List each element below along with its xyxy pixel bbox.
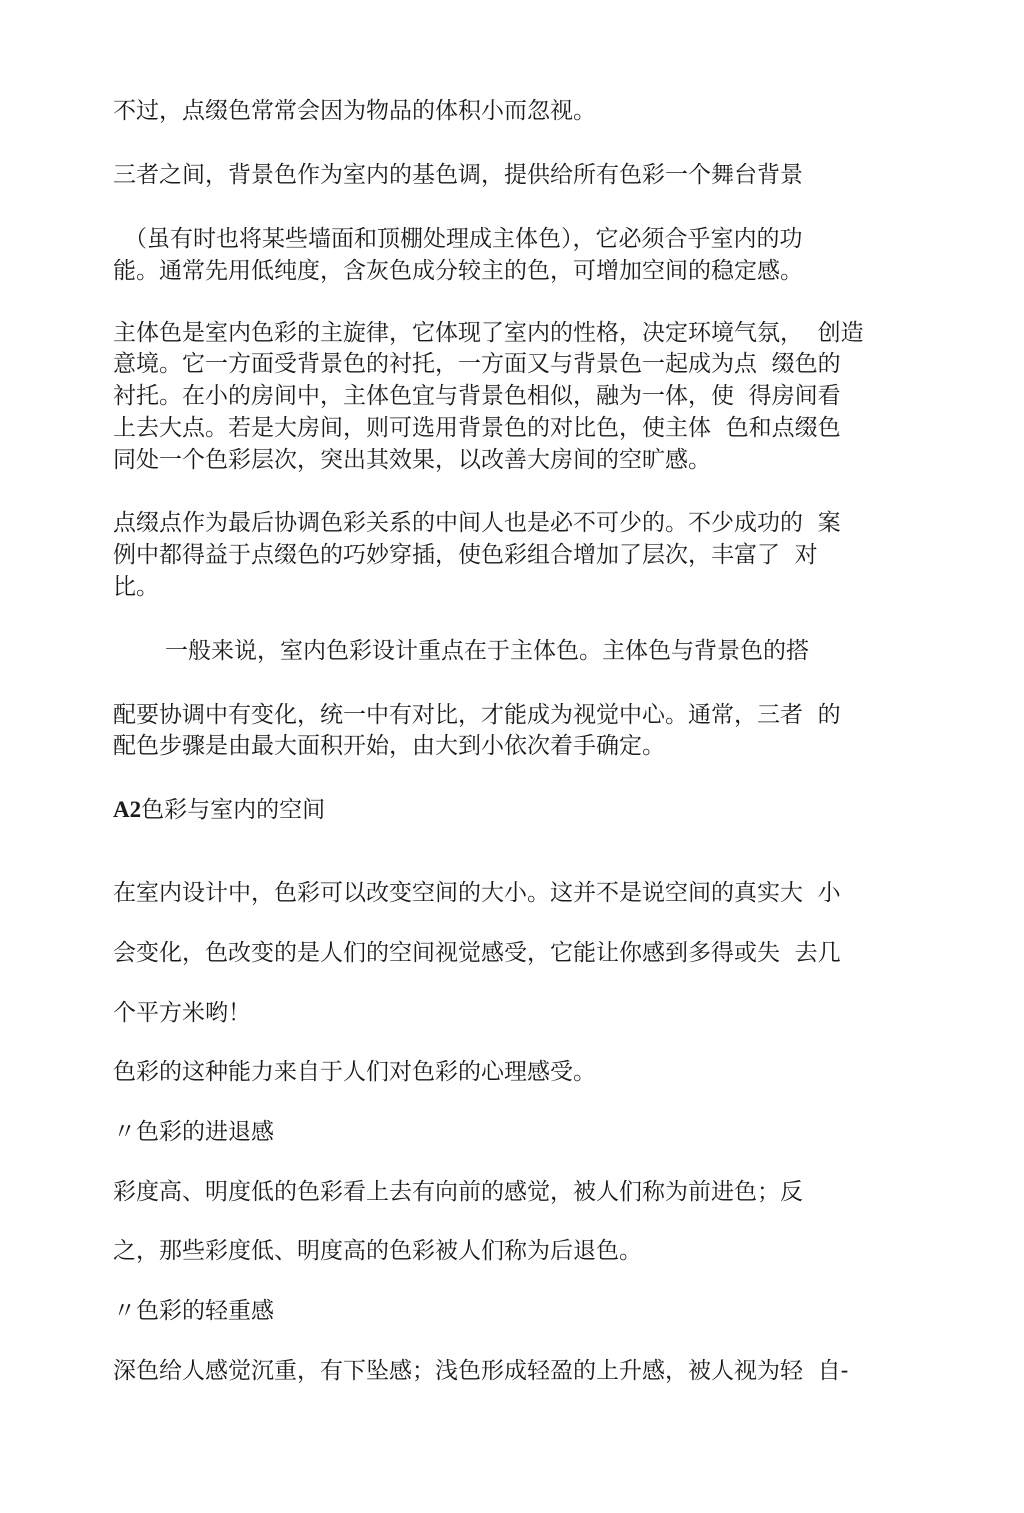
paragraph-line: 彩度高、明度低的色彩看上去有向前的感觉，被人们称为前进色；反	[113, 1179, 803, 1205]
subheading: 〃色彩的进退感	[113, 1119, 274, 1145]
paragraph-line: 上去大点。若是大房间，则可选用背景色的对比色，使主体 色和点缀色	[113, 415, 841, 441]
paragraph-line: 配色步骤是由最大面积开始，由大到小依次着手确定。	[113, 733, 665, 759]
paragraph-line: 能。通常先用低纯度，含灰色成分较主的色，可增加空间的稳定感。	[113, 258, 803, 284]
section-title: 色彩与室内的空间	[141, 797, 326, 823]
paragraph-line: 个平方米哟！	[113, 1000, 251, 1026]
paragraph-line: 衬托。在小的房间中，主体色宜与背景色相似，融为一体，使 得房间看	[113, 383, 841, 409]
paragraph-line: 之，那些彩度低、明度高的色彩被人们称为后退色。	[113, 1238, 642, 1264]
paragraph-line: 不过，点缀色常常会因为物品的体积小而忽视。	[113, 98, 596, 124]
paragraph-line: 点缀点作为最后协调色彩关系的中间人也是必不可少的。不少成功的 案	[113, 510, 841, 536]
paragraph-line: 比。	[113, 574, 159, 600]
paragraph-line: 配要协调中有变化，统一中有对比，才能成为视觉中心。通常，三者 的	[113, 702, 841, 728]
paragraph-line: 一般来说，室内色彩设计重点在于主体色。主体色与背景色的搭	[165, 638, 809, 664]
paragraph-line: 色彩的这种能力来自于人们对色彩的心理感受。	[113, 1059, 596, 1085]
paragraph-line: 在室内设计中，色彩可以改变空间的大小。这并不是说空间的真实大 小	[113, 880, 841, 906]
section-number: A2	[113, 797, 142, 822]
section-heading	[113, 794, 325, 826]
paragraph-line: 会变化，色改变的是人们的空间视觉感受，它能让你感到多得或失 去几	[113, 940, 841, 966]
paragraph-line: 意境。它一方面受背景色的衬托，一方面又与背景色一起成为点 缀色的	[113, 351, 841, 377]
paragraph-line: 例中都得益于点缀色的巧妙穿插，使色彩组合增加了层次，丰富了 对	[113, 542, 818, 568]
paragraph-line: 三者之间，背景色作为室内的基色调，提供给所有色彩一个舞台背景	[113, 162, 803, 188]
paragraph-line: 主体色是室内色彩的主旋律，它体现了室内的性格，决定环境气氛， 创造	[113, 320, 864, 346]
paragraph-line: 同处一个色彩层次，突出其效果，以改善大房间的空旷感。	[113, 447, 711, 473]
paragraph-line: （虽有时也将某些墙面和顶棚处理成主体色），它必须合乎室内的功	[124, 226, 803, 252]
paragraph-line: 深色给人感觉沉重，有下坠感；浅色形成轻盈的上升感，被人视为轻 自-	[113, 1358, 849, 1384]
subheading: 〃色彩的轻重感	[113, 1298, 274, 1324]
